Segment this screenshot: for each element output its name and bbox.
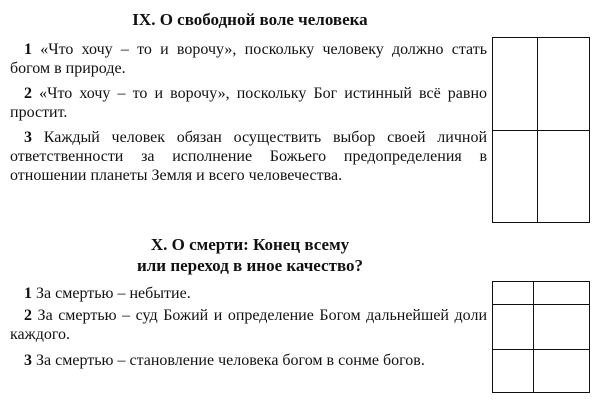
section-10-title-line-2: или переход в иное качество?	[136, 256, 364, 275]
grid-divider-horizontal	[493, 349, 589, 350]
item-number: 2	[24, 307, 32, 324]
item-text: За смертью – небытие.	[36, 285, 191, 302]
item-text: За смертью – суд Божий и определение Богом дальнейшей доли каждого.	[10, 307, 488, 343]
item-text: «Что хочу – то и ворочу», поскольку Бог истинный всё равно простит.	[10, 85, 488, 121]
item-number: 3	[24, 129, 32, 146]
section-10-item-1	[10, 284, 487, 303]
grid-divider-vertical	[533, 282, 534, 392]
item-text: «Что хочу – то и ворочу», поскольку человеку должно стать богом в природе.	[10, 41, 488, 77]
section-10-title-line-1: X. О смерти: Конец всему	[150, 235, 350, 254]
section-10-answer-grid[interactable]	[492, 281, 590, 393]
item-number: 2	[24, 85, 32, 102]
item-number: 1	[24, 41, 32, 58]
grid-divider-horizontal	[493, 130, 589, 131]
section-9-item-3	[10, 128, 487, 185]
grid-divider-horizontal	[493, 304, 589, 305]
item-number: 1	[24, 285, 32, 302]
section-9-title: IX. О свободной воле человека	[132, 10, 368, 29]
section-9-item-2	[10, 84, 487, 122]
item-text: Каждый человек обязан осуществить выбор своей личной ответственности за исполнение Божьего предопределения в отношении планеты Земля и всего человечества.	[10, 129, 488, 184]
item-text: За смертью – становление человека богом в сонме богов.	[36, 352, 425, 369]
section-9-answer-grid[interactable]	[492, 37, 590, 223]
item-number: 3	[24, 352, 32, 369]
section-10-item-3	[10, 351, 487, 370]
section-10-item-2	[10, 306, 487, 344]
section-9-item-1	[10, 40, 487, 78]
